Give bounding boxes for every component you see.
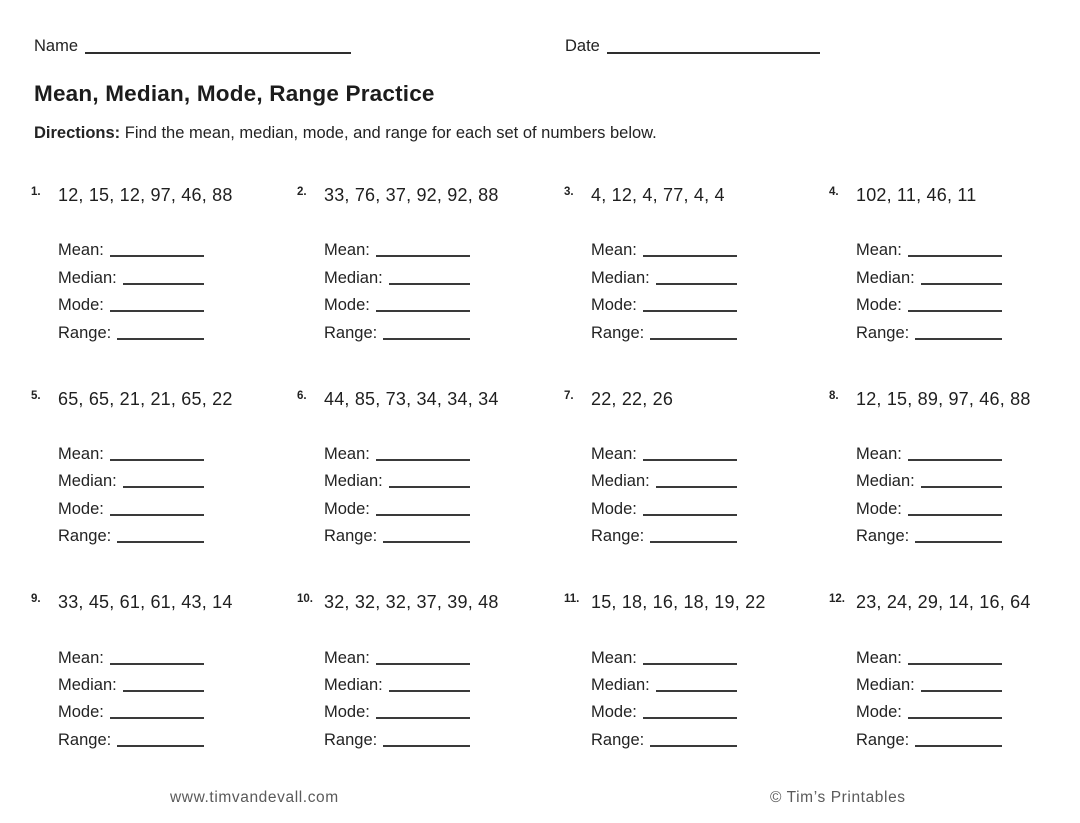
mode-row	[591, 695, 737, 722]
problem-number: 4.	[829, 186, 839, 198]
range-row	[324, 722, 470, 749]
mode-row	[324, 695, 470, 722]
median-row	[324, 464, 470, 491]
problem-5	[31, 389, 297, 547]
mode-blank	[643, 717, 737, 719]
median-label: Median:	[58, 472, 117, 491]
problem-11	[564, 592, 829, 750]
mean-blank	[643, 255, 737, 257]
mean-blank	[376, 663, 470, 665]
range-blank	[383, 541, 470, 543]
mean-blank	[908, 663, 1002, 665]
mode-label: Mode:	[58, 499, 104, 518]
median-row	[324, 668, 470, 695]
mode-blank	[376, 717, 470, 719]
range-row	[591, 722, 737, 749]
mean-row	[856, 437, 1002, 464]
problem-2	[297, 185, 564, 343]
directions-label: Directions:	[34, 124, 121, 142]
mean-blank	[643, 663, 737, 665]
median-blank	[123, 283, 204, 285]
median-label: Median:	[856, 268, 915, 287]
range-row	[856, 315, 1002, 342]
mean-row	[324, 233, 470, 260]
problem-12	[829, 592, 1031, 750]
mean-label: Mean:	[324, 241, 370, 260]
problem-7	[564, 389, 829, 547]
mode-blank	[908, 717, 1002, 719]
mode-blank	[110, 514, 204, 516]
range-blank	[915, 338, 1002, 340]
mode-row	[324, 491, 470, 518]
mode-blank	[110, 717, 204, 719]
mean-label: Mean:	[58, 444, 104, 463]
problem-10	[297, 592, 564, 750]
mode-blank	[643, 514, 737, 516]
mode-blank	[376, 514, 470, 516]
median-row	[856, 260, 1002, 287]
stats-block	[324, 233, 470, 343]
date-blank-line	[607, 40, 820, 54]
range-row	[591, 315, 737, 342]
mode-row	[58, 288, 204, 315]
range-label: Range:	[58, 323, 112, 342]
mean-row	[324, 437, 470, 464]
median-row	[856, 668, 1002, 695]
median-blank	[921, 690, 1002, 692]
range-label: Range:	[856, 730, 910, 749]
median-blank	[921, 283, 1002, 285]
number-set: 44, 85, 73, 34, 34, 34	[324, 388, 499, 409]
problem-number: 11.	[564, 593, 580, 606]
mode-label: Mode:	[856, 499, 902, 518]
mean-label: Mean:	[58, 241, 104, 260]
mean-blank	[110, 459, 204, 461]
median-row	[591, 668, 737, 695]
mean-row	[591, 233, 737, 260]
median-label: Median:	[58, 268, 117, 287]
median-label: Median:	[324, 268, 383, 287]
median-label: Median:	[856, 675, 915, 694]
median-blank	[389, 283, 470, 285]
directions	[34, 124, 657, 143]
date-label: Date	[565, 37, 600, 55]
mode-blank	[908, 310, 1002, 312]
name-blank-line	[85, 40, 351, 54]
name-label: Name	[34, 37, 79, 55]
mean-blank	[110, 255, 204, 257]
page-title: Mean, Median, Mode, Range Practice	[34, 81, 435, 106]
median-label: Median:	[591, 472, 650, 491]
mean-label: Mean:	[591, 444, 637, 463]
median-label: Median:	[58, 675, 117, 694]
mode-label: Mode:	[856, 296, 902, 315]
range-blank	[383, 338, 470, 340]
stats-block	[324, 437, 470, 547]
mode-label: Mode:	[591, 296, 637, 315]
problem-8	[829, 389, 1031, 547]
name-field-group	[34, 37, 351, 56]
problems-grid	[31, 185, 1031, 750]
mean-label: Mean:	[856, 241, 902, 260]
problem-number: 9.	[31, 593, 41, 606]
mean-label: Mean:	[591, 241, 637, 260]
mean-blank	[376, 255, 470, 257]
mean-label: Mean:	[58, 648, 104, 667]
number-set: 32, 32, 32, 37, 39, 48	[324, 592, 499, 613]
range-row	[856, 519, 1002, 546]
median-blank	[656, 690, 737, 692]
mode-row	[856, 695, 1002, 722]
range-blank	[915, 541, 1002, 543]
mode-label: Mode:	[856, 703, 902, 722]
mode-row	[591, 491, 737, 518]
range-blank	[117, 541, 204, 543]
median-row	[58, 464, 204, 491]
range-label: Range:	[856, 527, 910, 546]
mode-label: Mode:	[591, 499, 637, 518]
range-blank	[117, 338, 204, 340]
range-label: Range:	[58, 527, 112, 546]
range-label: Range:	[591, 527, 645, 546]
stats-block	[856, 233, 1002, 343]
stats-block	[856, 640, 1002, 750]
mode-row	[856, 288, 1002, 315]
mean-row	[58, 233, 204, 260]
footer-copyright: © Tim’s Printables	[770, 789, 906, 806]
problem-3	[564, 185, 829, 343]
mean-row	[58, 640, 204, 667]
problem-1	[31, 185, 297, 343]
mode-blank	[110, 310, 204, 312]
number-set: 33, 76, 37, 92, 92, 88	[324, 185, 499, 205]
range-label: Range:	[591, 730, 645, 749]
stats-block	[58, 233, 204, 343]
median-blank	[656, 486, 737, 488]
mode-row	[591, 288, 737, 315]
mode-row	[856, 491, 1002, 518]
range-label: Range:	[58, 730, 112, 749]
median-row	[591, 260, 737, 287]
number-set: 33, 45, 61, 61, 43, 14	[58, 592, 233, 613]
stats-block	[856, 437, 1002, 547]
median-label: Median:	[856, 472, 915, 491]
stats-block	[591, 640, 737, 750]
mean-row	[856, 640, 1002, 667]
stats-block	[58, 640, 204, 750]
number-set: 65, 65, 21, 21, 65, 22	[58, 388, 233, 409]
range-label: Range:	[324, 730, 378, 749]
mean-blank	[643, 459, 737, 461]
range-blank	[117, 745, 204, 747]
mean-label: Mean:	[856, 648, 902, 667]
median-row	[324, 260, 470, 287]
problem-6	[297, 389, 564, 547]
problem-number: 12.	[829, 593, 845, 606]
mean-blank	[908, 255, 1002, 257]
range-blank	[383, 745, 470, 747]
number-set: 102, 11, 46, 11	[856, 185, 977, 205]
number-set: 12, 15, 89, 97, 46, 88	[856, 388, 1031, 409]
problem-number: 10.	[297, 593, 313, 606]
range-row	[58, 722, 204, 749]
mean-row	[58, 437, 204, 464]
range-row	[324, 519, 470, 546]
median-row	[58, 260, 204, 287]
mode-label: Mode:	[324, 296, 370, 315]
number-set: 4, 12, 4, 77, 4, 4	[591, 185, 725, 205]
problem-number: 5.	[31, 389, 41, 402]
footer-website: www.timvandevall.com	[170, 789, 339, 806]
number-set: 15, 18, 16, 18, 19, 22	[591, 592, 766, 613]
range-row	[58, 315, 204, 342]
problem-9	[31, 592, 297, 750]
range-row	[58, 519, 204, 546]
median-row	[856, 464, 1002, 491]
mode-row	[58, 491, 204, 518]
stats-block	[591, 233, 737, 343]
range-row	[591, 519, 737, 546]
problem-4	[829, 185, 1031, 343]
mode-label: Mode:	[324, 499, 370, 518]
mode-label: Mode:	[591, 703, 637, 722]
median-label: Median:	[591, 675, 650, 694]
problem-number: 6.	[297, 389, 307, 402]
mean-label: Mean:	[591, 648, 637, 667]
directions-text: Find the mean, median, mode, and range for each set of numbers below.	[120, 124, 657, 142]
mode-blank	[643, 310, 737, 312]
median-label: Median:	[591, 268, 650, 287]
range-blank	[650, 745, 737, 747]
mean-label: Mean:	[324, 444, 370, 463]
median-row	[591, 464, 737, 491]
stats-block	[324, 640, 470, 750]
mean-row	[324, 640, 470, 667]
range-label: Range:	[324, 527, 378, 546]
problem-number: 8.	[829, 389, 839, 402]
mean-label: Mean:	[856, 444, 902, 463]
problem-number: 1.	[31, 186, 41, 198]
median-blank	[921, 486, 1002, 488]
median-blank	[656, 283, 737, 285]
mean-blank	[908, 459, 1002, 461]
number-set: 12, 15, 12, 97, 46, 88	[58, 185, 233, 205]
median-label: Median:	[324, 675, 383, 694]
stats-block	[58, 437, 204, 547]
range-label: Range:	[856, 323, 910, 342]
range-blank	[650, 541, 737, 543]
mode-blank	[376, 310, 470, 312]
median-blank	[389, 486, 470, 488]
mean-blank	[110, 663, 204, 665]
median-row	[58, 668, 204, 695]
mean-row	[591, 437, 737, 464]
stats-block	[591, 437, 737, 547]
mean-row	[591, 640, 737, 667]
range-blank	[915, 745, 1002, 747]
number-set: 22, 22, 26	[591, 388, 674, 409]
mode-label: Mode:	[58, 703, 104, 722]
mode-label: Mode:	[58, 296, 104, 315]
date-field-group	[565, 37, 820, 56]
median-blank	[123, 690, 204, 692]
median-blank	[389, 690, 470, 692]
mean-label: Mean:	[324, 648, 370, 667]
range-row	[856, 722, 1002, 749]
mode-row	[324, 288, 470, 315]
range-label: Range:	[591, 323, 645, 342]
problem-number: 2.	[297, 186, 307, 198]
mode-label: Mode:	[324, 703, 370, 722]
median-blank	[123, 486, 204, 488]
number-set: 23, 24, 29, 14, 16, 64	[856, 592, 1031, 613]
mean-blank	[376, 459, 470, 461]
problem-number: 7.	[564, 389, 574, 402]
mean-row	[856, 233, 1002, 260]
range-row	[324, 315, 470, 342]
median-label: Median:	[324, 472, 383, 491]
range-blank	[650, 338, 737, 340]
mode-blank	[908, 514, 1002, 516]
mode-row	[58, 695, 204, 722]
range-label: Range:	[324, 323, 378, 342]
problem-number: 3.	[564, 186, 574, 198]
